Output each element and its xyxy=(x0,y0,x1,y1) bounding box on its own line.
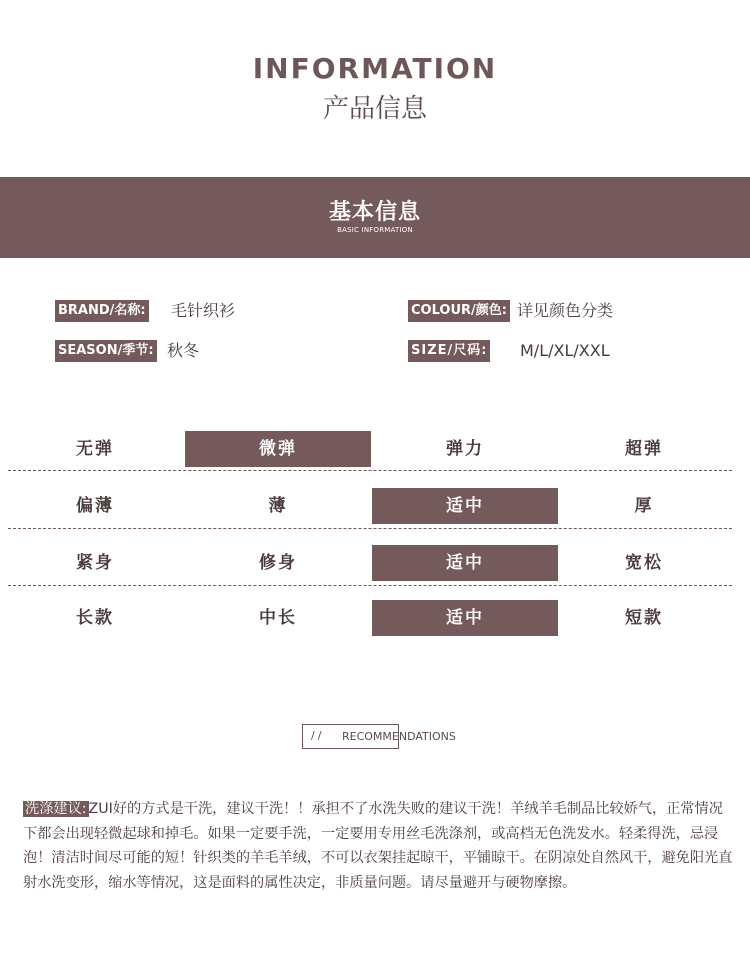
attribute-option-selected: 适中 xyxy=(372,600,558,636)
title-cn: 产品信息 xyxy=(322,94,427,124)
attribute-option: 宽松 xyxy=(625,553,663,573)
season-value: 秋冬 xyxy=(167,341,200,360)
size-value: M/L/XL/XXL xyxy=(520,341,610,360)
attribute-option: 偏薄 xyxy=(76,496,114,516)
attribute-option-selected: 适中 xyxy=(372,545,558,581)
title-en: INFORMATION xyxy=(252,52,498,85)
attribute-option-selected: 微弹 xyxy=(185,431,371,467)
row-divider xyxy=(8,470,732,471)
attribute-option-selected: 适中 xyxy=(372,488,558,524)
attribute-option: 短款 xyxy=(625,608,663,628)
season-label: SEASON/季节: xyxy=(55,340,157,362)
care-text: ZUI好的方式是干洗，建议干洗！！承担不了水洗失败的建议干洗！羊绒羊毛制品比较娇气，正常情况下都会出现轻微起球和掉毛。如果一定要手洗，一定要用专用丝毛洗涤剂，或高档无色洗发水。轻柔得洗，忌浸泡！清洁时间尽可能的短！针织类的羊毛羊绒，不可以衣架挂起晾干，平铺晾干。在阴凉处自然风干，避免阳光直射水洗变形，缩水等情况，这是面料的属性决定，非质量问题。请尽量避开与硬物摩擦。 xyxy=(23,801,733,891)
attribute-option: 长款 xyxy=(76,608,114,628)
attribute-option: 无弹 xyxy=(76,439,114,459)
attribute-option: 中长 xyxy=(259,608,297,628)
attribute-option: 薄 xyxy=(268,496,288,516)
recommendations-slashes: // xyxy=(311,729,325,742)
basic-info-banner xyxy=(0,177,750,258)
recommendations-label: RECOMMENDATIONS xyxy=(342,730,456,743)
attribute-option: 超弹 xyxy=(625,439,663,459)
care-label: 洗涤建议: xyxy=(25,801,87,817)
fit-row xyxy=(0,545,750,581)
attribute-option: 修身 xyxy=(259,553,297,573)
colour-label: COLOUR/颜色: xyxy=(408,300,510,322)
length-row xyxy=(0,600,750,636)
brand-value: 毛针织衫 xyxy=(171,301,236,320)
attribute-option: 紧身 xyxy=(76,553,114,573)
attribute-option: 厚 xyxy=(634,496,654,516)
size-label: SIZE/尺码: xyxy=(408,340,490,362)
banner-title-cn: 基本信息 xyxy=(328,200,421,225)
colour-value: 详见颜色分类 xyxy=(517,301,614,320)
care-instructions xyxy=(23,797,733,895)
row-divider xyxy=(8,528,732,529)
elasticity-row xyxy=(0,431,750,467)
banner-title-en: BASIC INFORMATION xyxy=(337,226,413,234)
thickness-row xyxy=(0,488,750,524)
row-divider xyxy=(8,585,732,586)
attribute-option: 弹力 xyxy=(446,439,484,459)
brand-label: BRAND/名称: xyxy=(55,300,149,322)
